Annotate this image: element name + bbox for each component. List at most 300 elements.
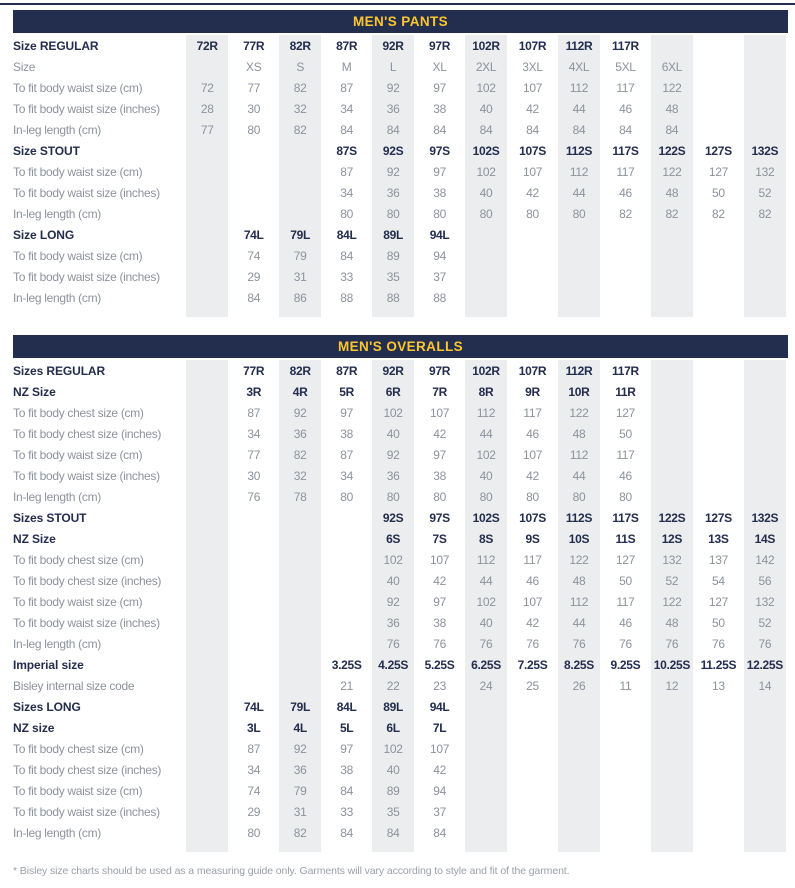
value-cell [463,717,509,738]
value-cell: 79 [277,780,323,801]
value-cell [509,287,555,308]
value-cell [230,843,276,852]
value-cell: 77 [230,77,276,98]
value-cell [556,266,602,287]
value-cell [184,843,230,852]
value-cell: 14 [742,675,788,696]
value-cell [323,308,369,317]
value-cell: 102 [370,549,416,570]
value-cell: 46 [509,423,555,444]
row-label: Size LONG [13,227,75,242]
value-cell [184,245,230,266]
table-row [13,780,788,801]
value-cell [695,423,741,444]
value-cell: 48 [649,612,695,633]
value-cell: 37 [416,266,462,287]
value-cell: 38 [323,423,369,444]
row-label: Sizes LONG [13,699,81,714]
table-row-spacer [13,843,788,852]
value-cell [463,308,509,317]
value-cell [742,717,788,738]
value-cell: 9.25S [602,654,648,675]
value-cell: 117S [602,507,648,528]
value-cell: 42 [509,612,555,633]
value-cell: 11S [602,528,648,549]
value-cell [695,843,741,852]
value-cell: 112 [556,77,602,98]
value-cell: 84 [323,780,369,801]
value-cell: L [370,56,416,77]
value-cell: 84 [463,119,509,140]
value-cell: 46 [602,465,648,486]
value-cell: 80 [323,486,369,507]
value-cell: 40 [370,759,416,780]
value-cell [695,245,741,266]
value-cell [463,738,509,759]
table-row [13,360,788,381]
value-cell: 4L [277,717,323,738]
value-cell: 7.25S [509,654,555,675]
value-cell: 80 [509,203,555,224]
value-cell: 36 [370,182,416,203]
value-cell: 94L [416,696,462,717]
value-cell: 40 [370,570,416,591]
table-row [13,738,788,759]
value-cell [556,843,602,852]
value-cell: 102 [463,77,509,98]
mens-overalls-title: MEN'S OVERALLS [337,339,464,354]
value-cell: 82 [277,444,323,465]
value-cell: 8.25S [556,654,602,675]
value-cell: 36 [277,423,323,444]
value-cell: 80 [463,203,509,224]
value-cell [463,224,509,245]
value-cell [184,402,230,423]
value-cell: 87 [230,402,276,423]
value-cell: 97 [323,402,369,423]
value-cell [277,633,323,654]
value-cell: 97S [416,507,462,528]
value-cell [509,717,555,738]
value-cell: 92 [370,77,416,98]
value-cell: 92 [370,161,416,182]
value-cell [230,161,276,182]
value-cell: 94 [416,780,462,801]
value-cell [230,654,276,675]
value-cell [184,182,230,203]
value-cell: 74 [230,780,276,801]
table-row [13,266,788,287]
value-cell: 107S [509,507,555,528]
table-row [13,612,788,633]
value-cell: 77 [184,119,230,140]
value-cell: 122S [649,140,695,161]
value-cell [742,98,788,119]
value-cell: 14S [742,528,788,549]
value-cell: 46 [509,570,555,591]
value-cell: 36 [370,98,416,119]
value-cell: 127 [695,591,741,612]
value-cell: 4XL [556,56,602,77]
value-cell: 127 [695,161,741,182]
value-cell [230,203,276,224]
value-cell [323,507,369,528]
value-cell [695,287,741,308]
value-cell [649,287,695,308]
table-row [13,77,788,98]
row-label: Size REGULAR [13,38,99,53]
table-row [13,633,788,654]
value-cell: 102 [463,161,509,182]
value-cell [230,612,276,633]
value-cell: 87 [323,161,369,182]
value-cell [649,759,695,780]
value-cell: 6S [370,528,416,549]
table-row [13,444,788,465]
row-label: Sizes REGULAR [13,363,106,378]
value-cell: 87R [323,360,369,381]
value-cell [184,759,230,780]
value-cell: 117R [602,35,648,56]
value-cell [602,266,648,287]
value-cell: 34 [230,759,276,780]
value-cell: 3XL [509,56,555,77]
value-cell: 40 [463,465,509,486]
value-cell: 117R [602,360,648,381]
value-cell: 46 [602,182,648,203]
value-cell: 25 [509,675,555,696]
value-cell: 38 [416,612,462,633]
value-cell: 74L [230,696,276,717]
value-cell: 42 [509,98,555,119]
value-cell: 97R [416,35,462,56]
value-cell [742,801,788,822]
value-cell: 34 [230,423,276,444]
value-cell: 82 [602,203,648,224]
value-cell: 102 [463,591,509,612]
value-cell [602,224,648,245]
value-cell [463,759,509,780]
table-row [13,182,788,203]
value-cell: 76 [463,633,509,654]
size-chart-footnote: * Bisley size charts should be used as a measuring guide only. Garments will vary according to style and fit of the garment. [13,865,570,877]
mens-overalls-title-bar [13,335,788,358]
table-row [13,465,788,486]
value-cell: 79L [277,224,323,245]
value-cell: 102 [370,738,416,759]
value-cell [184,801,230,822]
table-row [13,287,788,308]
value-cell: 87S [323,140,369,161]
value-cell: 26 [556,675,602,696]
value-cell [184,675,230,696]
value-cell: 117 [602,161,648,182]
value-cell [602,717,648,738]
value-cell: 9S [509,528,555,549]
value-cell [695,98,741,119]
value-cell [230,308,276,317]
value-cell [602,801,648,822]
value-cell: 52 [649,570,695,591]
row-label: To fit body waist size (inches) [13,185,160,200]
value-cell: 82 [277,119,323,140]
value-cell: 5L [323,717,369,738]
value-cell: 122 [649,591,695,612]
value-cell: 33 [323,266,369,287]
value-cell [695,402,741,423]
value-cell [556,717,602,738]
value-cell [509,266,555,287]
value-cell: 94 [416,245,462,266]
value-cell: 84 [556,119,602,140]
value-cell: 84L [323,696,369,717]
value-cell [649,381,695,402]
value-cell: 92 [370,591,416,612]
value-cell [695,56,741,77]
value-cell [184,360,230,381]
value-cell: 92 [277,402,323,423]
row-label: To fit body waist size (cm) [13,447,143,462]
value-cell: 38 [416,182,462,203]
value-cell [695,780,741,801]
value-cell [184,224,230,245]
value-cell: 84 [323,245,369,266]
value-cell [695,801,741,822]
value-cell [649,822,695,843]
value-cell: 76 [742,633,788,654]
value-cell: 112R [556,360,602,381]
value-cell: 127S [695,140,741,161]
value-cell: 36 [370,465,416,486]
value-cell: 32 [277,465,323,486]
value-cell [230,591,276,612]
table-row [13,203,788,224]
value-cell: 48 [649,98,695,119]
value-cell [742,119,788,140]
value-cell: 79 [277,245,323,266]
value-cell [370,308,416,317]
value-cell [742,696,788,717]
row-label: To fit body chest size (cm) [13,552,144,567]
value-cell: 84 [509,119,555,140]
value-cell: 102 [370,402,416,423]
value-cell: 24 [463,675,509,696]
value-cell [742,759,788,780]
value-cell: 50 [695,612,741,633]
value-cell [184,549,230,570]
value-cell: 7R [416,381,462,402]
value-cell: 84 [370,119,416,140]
value-cell [649,360,695,381]
value-cell: 112 [556,591,602,612]
value-cell [184,161,230,182]
value-cell: 76 [370,633,416,654]
value-cell: 89 [370,245,416,266]
value-cell: 42 [416,423,462,444]
value-cell: 92R [370,35,416,56]
value-cell [230,549,276,570]
value-cell: 4R [277,381,323,402]
value-cell: 102S [463,507,509,528]
row-label: NZ Size [13,531,56,546]
value-cell [184,444,230,465]
value-cell [184,308,230,317]
row-label: To fit body waist size (cm) [13,164,143,179]
value-cell: 38 [323,759,369,780]
value-cell: 84 [230,287,276,308]
value-cell: 28 [184,98,230,119]
value-cell [742,738,788,759]
table-row [13,423,788,444]
value-cell: 44 [556,612,602,633]
value-cell: 112 [556,444,602,465]
value-cell: 107R [509,35,555,56]
value-cell: 87 [230,738,276,759]
value-cell: 92S [370,140,416,161]
value-cell [416,843,462,852]
value-cell [695,717,741,738]
value-cell: 80 [370,486,416,507]
value-cell [184,486,230,507]
value-cell: 50 [602,570,648,591]
value-cell [184,591,230,612]
value-cell [556,780,602,801]
value-cell [695,266,741,287]
value-cell: 6R [370,381,416,402]
value-cell: 4.25S [370,654,416,675]
value-cell: 11R [602,381,648,402]
value-cell [509,696,555,717]
value-cell: 94L [416,224,462,245]
value-cell [742,381,788,402]
value-cell: 107 [509,444,555,465]
value-cell: 10R [556,381,602,402]
value-cell [556,801,602,822]
value-cell: 132 [742,591,788,612]
value-cell [184,507,230,528]
value-cell: 72 [184,77,230,98]
value-cell: 97 [416,77,462,98]
value-cell: 122S [649,507,695,528]
value-cell: 84L [323,224,369,245]
value-cell: 117 [602,591,648,612]
value-cell: 80 [230,822,276,843]
value-cell [463,287,509,308]
value-cell: 92S [370,507,416,528]
mens-pants-table-body [13,35,788,317]
value-cell: 12S [649,528,695,549]
value-cell: 84 [416,822,462,843]
value-cell: 107 [509,591,555,612]
value-cell: 97S [416,140,462,161]
value-cell: 31 [277,266,323,287]
row-label: To fit body waist size (cm) [13,248,143,263]
table-row [13,381,788,402]
value-cell: 34 [323,182,369,203]
value-cell [184,612,230,633]
value-cell: 102 [463,444,509,465]
value-cell: 80 [323,203,369,224]
value-cell [230,507,276,528]
value-cell: 88 [370,287,416,308]
value-cell: 92 [370,444,416,465]
value-cell: 87R [323,35,369,56]
value-cell: 44 [556,98,602,119]
value-cell: 117 [509,402,555,423]
value-cell: 44 [556,182,602,203]
value-cell: 10.25S [649,654,695,675]
value-cell [602,696,648,717]
row-label: To fit body waist size (cm) [13,80,143,95]
table-row [13,654,788,675]
value-cell [695,486,741,507]
value-cell [742,77,788,98]
value-cell [277,591,323,612]
value-cell: 80 [370,203,416,224]
value-cell: 127 [602,549,648,570]
value-cell: 6L [370,717,416,738]
value-cell [742,486,788,507]
value-cell: 40 [463,98,509,119]
value-cell [649,486,695,507]
value-cell: 76 [695,633,741,654]
value-cell: 52 [742,612,788,633]
value-cell: 89L [370,696,416,717]
value-cell [463,696,509,717]
value-cell: 50 [602,423,648,444]
value-cell [277,140,323,161]
row-label: To fit body waist size (inches) [13,101,160,116]
value-cell [463,801,509,822]
row-label: To fit body waist size (cm) [13,594,143,609]
table-row [13,245,788,266]
value-cell [277,654,323,675]
value-cell [649,717,695,738]
value-cell: 40 [463,612,509,633]
value-cell [602,780,648,801]
table-row [13,570,788,591]
value-cell: 82 [742,203,788,224]
table-row [13,801,788,822]
value-cell [463,780,509,801]
value-cell [695,35,741,56]
row-label [13,308,184,317]
mens-pants-title-bar [13,10,788,33]
table-row [13,717,788,738]
value-cell: 9R [509,381,555,402]
row-label: In-leg length (cm) [13,290,101,305]
value-cell: 40 [463,182,509,203]
value-cell: 32 [277,98,323,119]
value-cell: 46 [602,98,648,119]
value-cell: 48 [649,182,695,203]
value-cell [649,738,695,759]
value-cell: 8S [463,528,509,549]
value-cell: 82 [649,203,695,224]
value-cell [556,759,602,780]
value-cell: 107 [416,402,462,423]
value-cell [556,224,602,245]
value-cell [230,570,276,591]
value-cell: 122 [556,402,602,423]
value-cell [649,308,695,317]
value-cell [184,738,230,759]
value-cell: 29 [230,801,276,822]
value-cell: 74 [230,245,276,266]
value-cell: 117 [602,444,648,465]
value-cell: 88 [416,287,462,308]
value-cell: 82 [277,822,323,843]
